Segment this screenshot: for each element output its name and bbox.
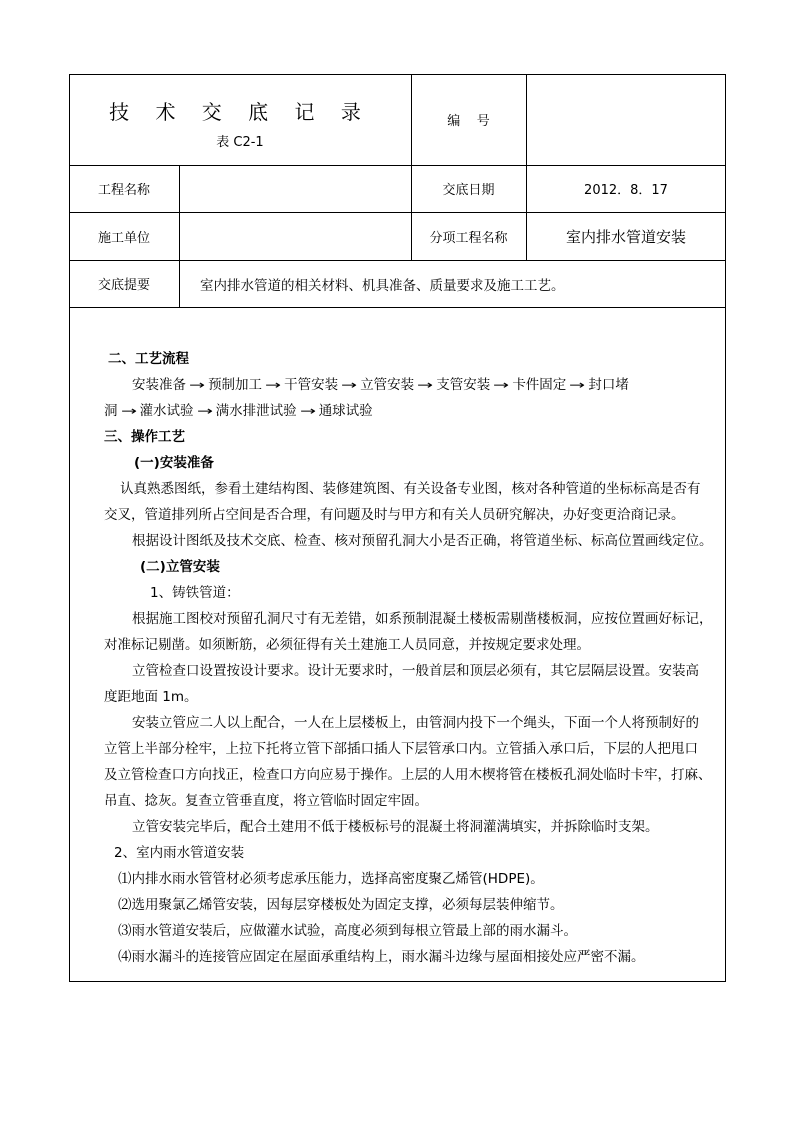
flow-step: 立管安装 bbox=[360, 377, 415, 393]
arrow-icon: → bbox=[120, 404, 137, 418]
document-title: 技 术 交 底 记 录 bbox=[109, 100, 371, 124]
paragraph-line: ⑴内排水雨水管管材必须考虑承压能力，选择高密度聚乙烯管(HDPE)。 bbox=[118, 871, 544, 887]
paragraph-line: 对准标记剔凿。如须断筋，必须征得有关土建施工人员同意，并按规定要求处理。 bbox=[104, 637, 590, 653]
process-flow-line-2 bbox=[86, 398, 720, 424]
paragraph-line: 立管检查口设置按设计要求。设计无要求时，一般首层和顶层必须有，其它层隔层设置。安装高 bbox=[132, 663, 699, 679]
number-label: 编 号 bbox=[447, 114, 490, 129]
project-name-value bbox=[179, 165, 411, 212]
arrow-icon: → bbox=[493, 378, 510, 392]
arrow-icon: → bbox=[265, 378, 282, 392]
paragraph-line: ⑶雨水管道安装后，应做灌水试验，高度必须到每根立管最上部的雨水漏斗。 bbox=[118, 923, 577, 939]
item-heading: 2、室内雨水管道安装 bbox=[114, 845, 245, 861]
arrow-icon: → bbox=[341, 378, 358, 392]
subitem-label: 分项工程名称 bbox=[429, 230, 508, 246]
content-body bbox=[86, 346, 720, 970]
section-heading-operation: 三、操作工艺 bbox=[104, 429, 185, 445]
date-value: 2012．8．17 bbox=[584, 183, 668, 198]
paragraph-line: ⑵选用聚氯乙烯管安装，因每层穿楼板处为固定支撑，必须每层装伸缩节。 bbox=[118, 897, 564, 913]
arrow-icon: → bbox=[299, 404, 316, 418]
arrow-icon: → bbox=[196, 404, 213, 418]
paragraph-line: 吊直、捻灰。复查立管垂直度，将立管临时固定牢固。 bbox=[104, 793, 428, 809]
paragraph-line: 根据设计图纸及技术交底、检查、核对预留孔洞大小是否正确，将管道坐标、标高位置画线定位。 bbox=[132, 533, 713, 549]
flow-step: 支管安装 bbox=[436, 377, 491, 393]
paragraph-line: 安装立管应二人以上配合，一人在上层楼板上，由管洞内投下一个绳头，下面一个人将预制好的 bbox=[132, 715, 699, 731]
paragraph-line: 度距地面 1m。 bbox=[104, 689, 198, 705]
flow-step: 卡件固定 bbox=[512, 377, 567, 393]
subitem-value: 室内排水管道安装 bbox=[565, 227, 686, 246]
paragraph-line: 及立管检查口方向找正，检查口方向应易于操作。上层的人用木楔将管在楼板孔洞处临时卡牢，打麻、 bbox=[104, 767, 712, 783]
flow-step: 预制加工 bbox=[208, 377, 263, 393]
paragraph-line: 立管安装完毕后，配合土建用不低于楼板标号的混凝土将洞灌满填实，并拆除临时支架。 bbox=[132, 819, 659, 835]
flow-step: 洞 bbox=[104, 403, 118, 419]
arrow-icon: → bbox=[417, 378, 434, 392]
date-label: 交底日期 bbox=[442, 183, 495, 198]
unit-value bbox=[179, 212, 411, 260]
form-number: 表 C2-1 bbox=[216, 135, 264, 150]
row-divider bbox=[69, 307, 726, 308]
paragraph-line: 交叉，管道排列所占空间是否合理，有问题及时与甲方和有关人员研究解决，办好变更洽商记录。 bbox=[104, 507, 685, 523]
paragraph-line: 根据施工图校对预留孔洞尺寸有无差错，如系预制混凝土楼板需剔凿楼板洞，应按位置画好标记， bbox=[132, 611, 713, 627]
summary-value: 室内排水管道的相关材料、机具准备、质量要求及施工工艺。 bbox=[200, 277, 565, 294]
flow-step: 满水排泄试验 bbox=[215, 403, 297, 419]
paragraph-line: 立管上半部分栓牢，上拉下托将立管下部插口插人下层管承口内。立管插入承口后，下层的人把甩口 bbox=[104, 741, 698, 757]
arrow-icon: → bbox=[188, 378, 206, 392]
paragraph-line: ⑷雨水漏斗的连接管应固定在屋面承重结构上，雨水漏斗边缘与屋面相接处应严密不漏。 bbox=[118, 949, 645, 965]
flow-step: 通球试验 bbox=[318, 403, 373, 419]
process-flow-line-1 bbox=[86, 372, 720, 398]
flow-step: 封口堵 bbox=[588, 377, 629, 393]
project-name-label: 工程名称 bbox=[97, 183, 150, 198]
flow-step: 干管安装 bbox=[284, 377, 339, 393]
subsection-heading-preparation: (一)安装准备 bbox=[134, 455, 214, 471]
flow-step: 安装准备 bbox=[132, 377, 186, 393]
flow-step: 灌水试验 bbox=[139, 403, 194, 419]
summary-label: 交底提要 bbox=[97, 278, 150, 293]
paragraph-line: 认真熟悉图纸，参看土建结构图、装修建筑图、有关设备专业图，核对各种管道的坐标标高是否有 bbox=[120, 481, 701, 497]
number-value bbox=[526, 74, 726, 165]
subsection-heading-riser: (二)立管安装 bbox=[140, 559, 220, 575]
unit-label: 施工单位 bbox=[97, 230, 150, 246]
section-heading-process: 二、工艺流程 bbox=[108, 351, 189, 367]
arrow-icon: → bbox=[569, 378, 586, 392]
item-heading: 1、铸铁管道： bbox=[150, 585, 240, 601]
